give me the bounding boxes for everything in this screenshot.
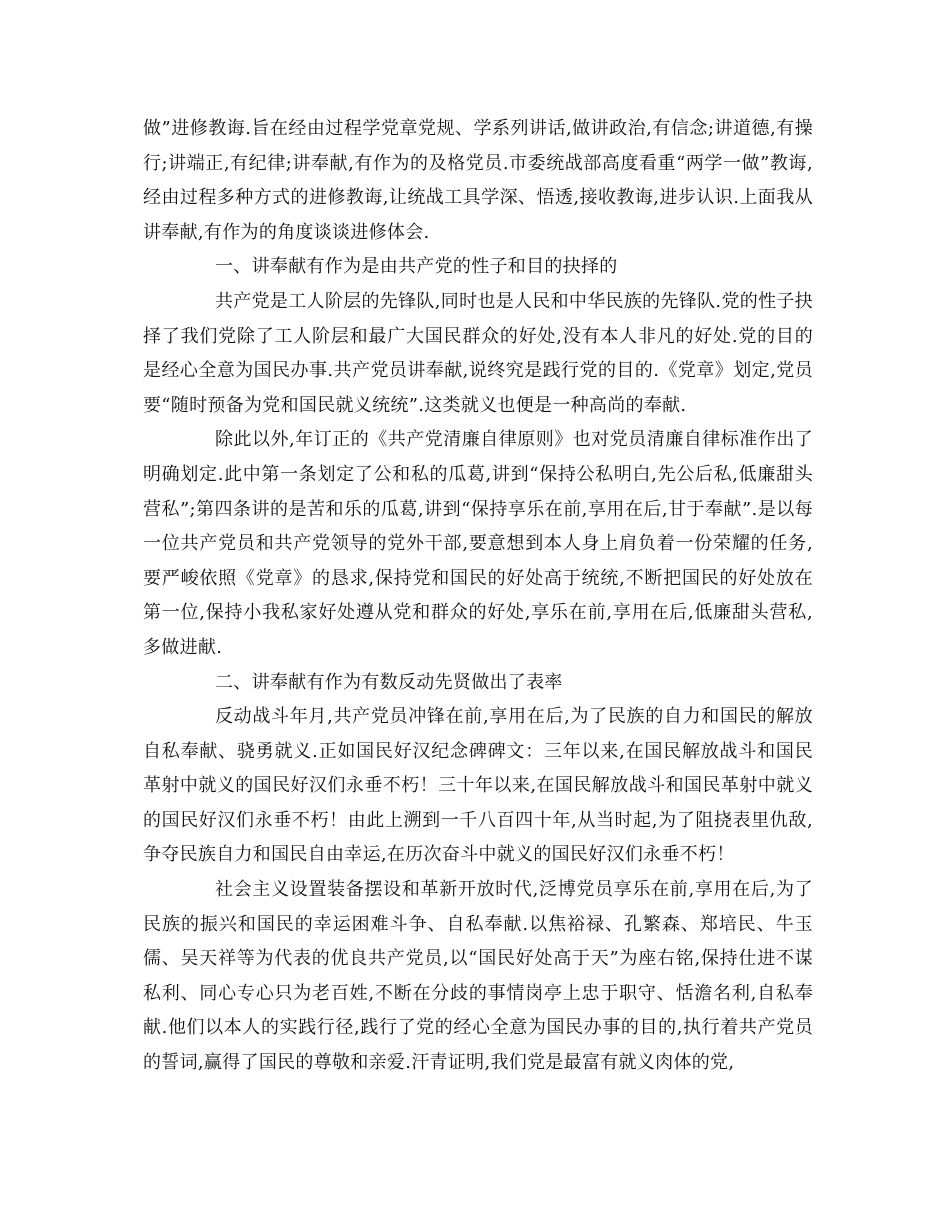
section-heading-1: 一、讲奉献有作为是由共产党的性子和目的抉择的 (215, 256, 618, 278)
paragraph-reform-era: 社会主义设置装备摆设和革新开放时代,泛博党员享乐在前,享用在后,为了民族的振兴和国民的幸运困难斗争、自私奉献.以焦裕禄、孔繁森、郑培民、牛玉儒、吴天祥等为代表的优良共产党员,以“国民好处高于天”为座右铭,保持仕进不谋私利、同心专心只为老百姓,不断在分歧的事情岗亭上忠于职守、恬澹名利,自私奉献.他们以本人的实践行径,践行了党的经心全意为国民办事的目的,执行着共产党员的誓词,赢得了国民的尊敬和亲爱.汗青证明,我们党是最富有就义肉体的党, (143, 879, 813, 1074)
paragraph-self-discipline: 除此以外,年订正的《共产党清廉自律原则》也对党员清廉自律标准作出了明确划定.此中第一条划定了公和私的瓜葛,讲到“保持公私明白,先公后私,低廉甜头营私”;第四条讲的是苦和乐的瓜葛,讲到“保持享乐在前,享用在后,甘于奉献”.是以每一位共产党员和共产党领导的党外干部,要意想到本人身上肩负着一份荣耀的任务,要严峻依照《党章》的恳求,保持党和国民的好处高于统统,不断把国民的好处放在第一位,保持小我私家好处遵从党和群众的好处,享乐在前,享用在后,低廉甜头营私,多做进献. (143, 429, 813, 658)
section-heading-2: 二、讲奉献有作为有数反动先贤做出了表率 (215, 671, 563, 693)
paragraph-party-nature: 共产党是工人阶层的先锋队,同时也是人民和中华民族的先锋队.党的性子抉择了我们党除了工人阶层和最广大国民群众的好处,没有本人非凡的好处.党的目的是经心全意为国民办事.共产党员讲奉献,说终究是践行党的目的.《党章》划定,党员要“随时预备为党和国民就义统统”.这类就义也便是一种高尚的奉献. (143, 290, 813, 416)
document-body (143, 112, 813, 1081)
paragraph-intro-continuation: 做”进修教诲.旨在经由过程学党章党规、学系列讲话,做讲政治,有信念;讲道德,有操行;讲端正,有纪律;讲奉献,有作为的及格党员.市委统战部高度看重“两学一做”教诲,经由过程多种方式的进修教诲,让统战工具学深、悟透,接收教诲,进步认识.上面我从讲奉献,有作为的角度谈谈进修体会. (143, 118, 813, 243)
paragraph-revolutionary-era: 反动战斗年月,共产党员冲锋在前,享用在后,为了民族的自力和国民的解放自私奉献、骁勇就义.正如国民好汉纪念碑碑文：三年以来,在国民解放战斗和国民革射中就义的国民好汉们永垂不朽！三十年以来,在国民解放战斗和国民革射中就义的国民好汉们永垂不朽！由此上溯到一千八百四十年,从当时起,为了阻挠表里仇敌,争夺民族自力和国民自由幸运,在历次奋斗中就义的国民好汉们永垂不朽！ (143, 706, 813, 866)
